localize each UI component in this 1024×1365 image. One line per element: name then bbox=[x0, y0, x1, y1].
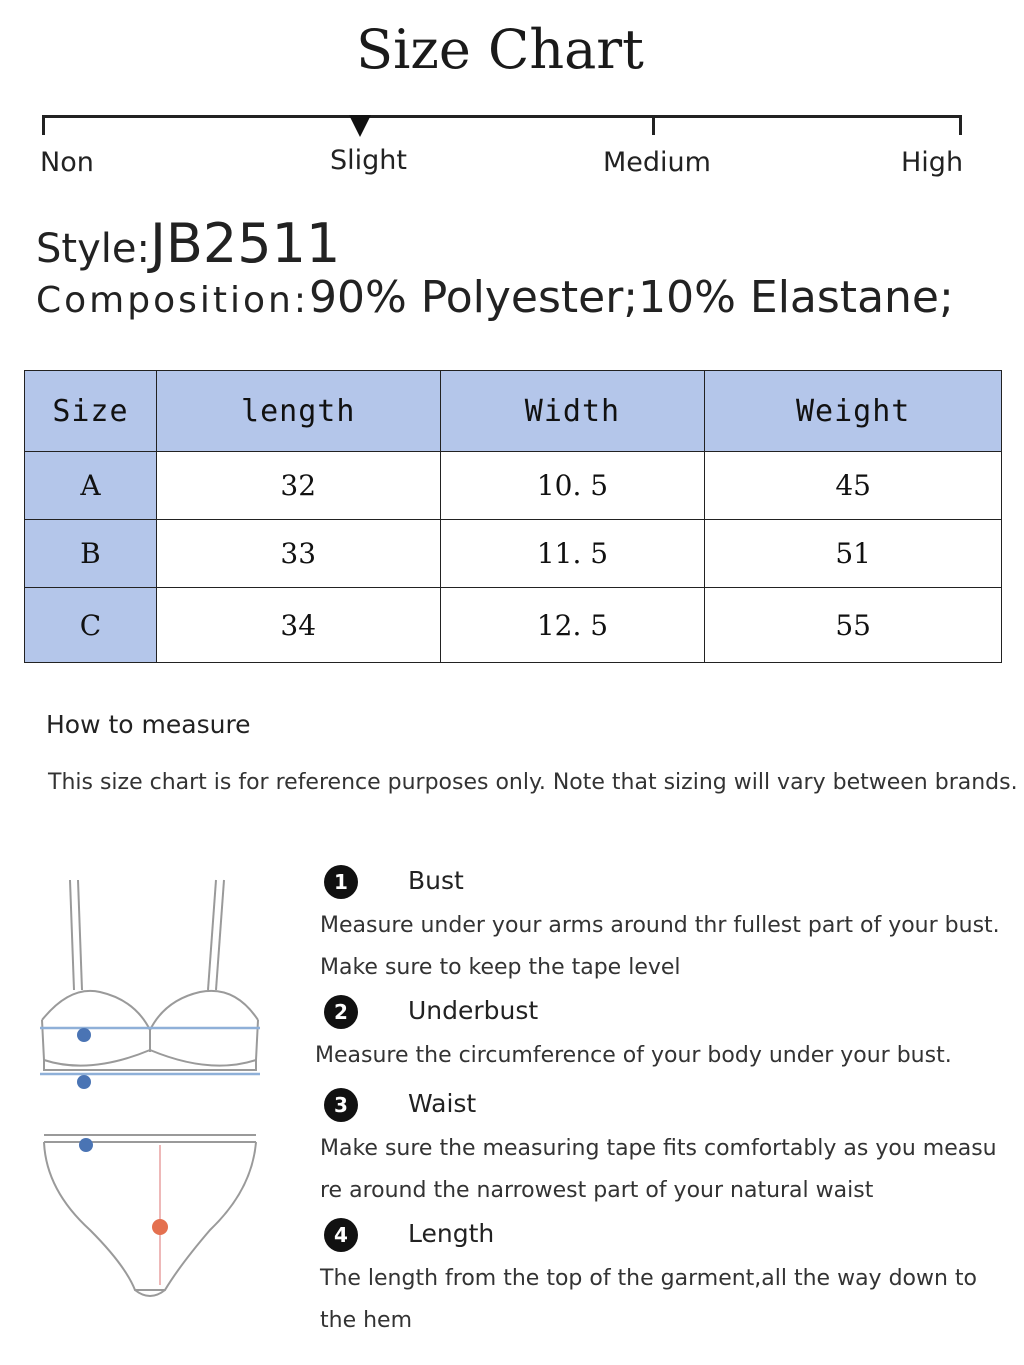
composition-line bbox=[36, 272, 954, 323]
stretch-pointer-icon bbox=[349, 115, 371, 137]
composition-value: 90% Polyester;10% Elastane; bbox=[308, 272, 954, 323]
step-title: Underbust bbox=[408, 996, 539, 1025]
width-cell: 11. 5 bbox=[440, 520, 705, 588]
composition-label: Composition: bbox=[36, 280, 309, 321]
step-number-4-icon: 4 bbox=[324, 1218, 358, 1252]
step-desc-line: Measure under your arms around thr fullest part of your bust. bbox=[320, 913, 1000, 938]
page-title: Size Chart bbox=[356, 18, 644, 81]
stretch-label-slight: Slight bbox=[330, 145, 407, 176]
step-number-3-icon: 3 bbox=[324, 1088, 358, 1122]
table-header-row bbox=[25, 371, 1002, 452]
size-cell: C bbox=[25, 588, 157, 663]
measure-note: This size chart is for reference purposes only. Note that sizing will vary between brands. bbox=[48, 770, 1018, 795]
step-desc-line: the hem bbox=[320, 1308, 413, 1333]
step-desc-line: re around the narrowest part of your natural waist bbox=[320, 1178, 874, 1203]
size-cell: A bbox=[25, 452, 157, 520]
stretch-label-medium: Medium bbox=[603, 147, 711, 178]
measure-heading: How to measure bbox=[46, 710, 251, 739]
step-desc-line: Make sure to keep the tape level bbox=[320, 955, 681, 980]
step-desc-line: The length from the top of the garment,all the way down to bbox=[320, 1266, 978, 1291]
table-row bbox=[25, 452, 1002, 520]
measure-step-bust bbox=[320, 865, 1000, 989]
length-cell: 32 bbox=[156, 452, 440, 520]
step-desc-line: Measure the circumference of your body under your bust. bbox=[315, 1043, 952, 1068]
step-title: Waist bbox=[408, 1089, 477, 1118]
stretch-tick-medium bbox=[652, 115, 655, 135]
weight-cell: 45 bbox=[705, 452, 1002, 520]
size-cell: B bbox=[25, 520, 157, 588]
bikini-diagram-icon bbox=[30, 870, 270, 1310]
stretch-tick-high bbox=[959, 115, 962, 135]
header-size: Size bbox=[25, 371, 157, 452]
style-label: Style: bbox=[36, 226, 150, 272]
width-cell: 10. 5 bbox=[440, 452, 705, 520]
step-number-1-icon: 1 bbox=[324, 865, 358, 899]
measure-step-length bbox=[320, 1218, 1000, 1342]
width-cell: 12. 5 bbox=[440, 588, 705, 663]
step-title: Bust bbox=[408, 866, 464, 895]
size-table bbox=[24, 370, 1002, 663]
style-line bbox=[36, 212, 340, 275]
header-length: length bbox=[156, 371, 440, 452]
stretch-label-non: Non bbox=[40, 147, 94, 178]
step-title: Length bbox=[408, 1219, 495, 1248]
style-value: JB2511 bbox=[149, 212, 341, 275]
table-row bbox=[25, 520, 1002, 588]
table-row bbox=[25, 588, 1002, 663]
step-desc-line: Make sure the measuring tape fits comfortably as you measu bbox=[320, 1136, 997, 1161]
weight-cell: 55 bbox=[705, 588, 1002, 663]
step-number-2-icon: 2 bbox=[324, 995, 358, 1029]
length-cell: 33 bbox=[156, 520, 440, 588]
stretch-tick-non bbox=[42, 115, 45, 135]
weight-cell: 51 bbox=[705, 520, 1002, 588]
header-width: Width bbox=[440, 371, 705, 452]
measure-step-underbust bbox=[315, 995, 1000, 1077]
length-cell: 34 bbox=[156, 588, 440, 663]
stretch-scale-line bbox=[42, 115, 962, 118]
header-weight: Weight bbox=[705, 371, 1002, 452]
measure-step-waist bbox=[320, 1088, 1000, 1212]
stretch-label-high: High bbox=[901, 147, 964, 178]
